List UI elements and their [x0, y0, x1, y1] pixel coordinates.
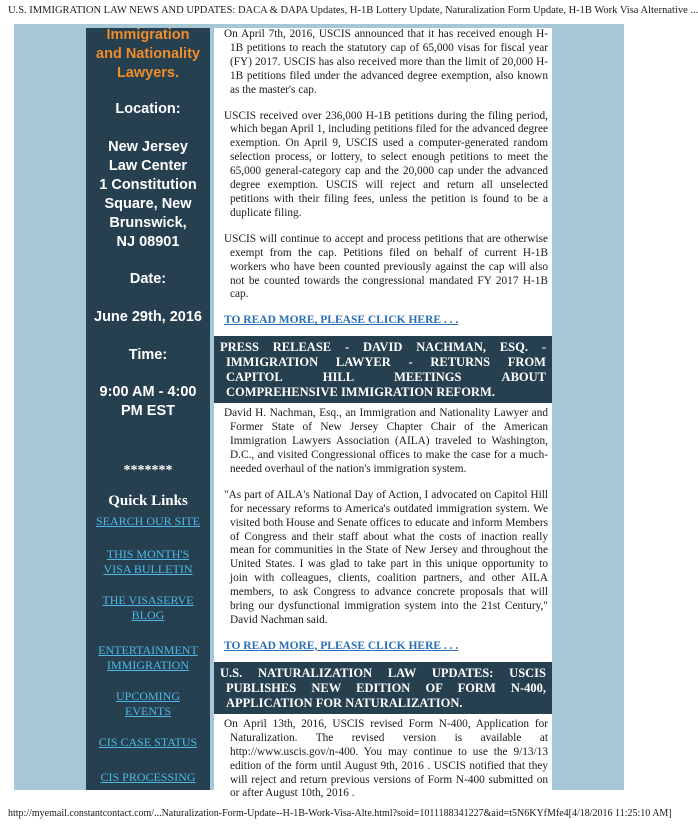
time-label: Time:	[128, 347, 168, 363]
firm-name	[86, 26, 210, 83]
firm-name-line: Lawyers.	[116, 65, 180, 81]
location-line: 1 Constitution	[99, 177, 197, 193]
time-line: PM EST	[121, 403, 175, 419]
divider-stars: *******	[123, 463, 173, 478]
paragraph-nachman: David H. Nachman, Esq., an Immigration and Nationality Lawyer and Former State of New Jersey Chapter Chair of the American Immigration Lawyers Association (AILA) traveled to Washington, D.C., and visited Congressional offices to make the case for a much-needed overhaul of the nation's immigration system.	[224, 407, 548, 475]
paragraph-cap-exempt: USCIS will continue to accept and process petitions that are otherwise exempt from the cap. Petitions filed on behalf of current H-1B workers who have been counted previously against the cap will also not be counted towards the congressional mandated FY 2017 H-1B cap.	[224, 232, 548, 301]
link-search-site[interactable]: SEARCH OUR SITE	[95, 514, 200, 528]
paragraph-h1b-lottery: USCIS received over 236,000 H-1B petitions during the filing period, which began April 1, including petitions filed for the advanced degree exemption. On April 9, USCIS used a computer-generated random selection process, or lottery, to select enough petitions to meet the 65,000 general-category cap and the 20,000 cap under the advanced degree exemption. USCIS will reject and return all unselected petitions with their filing fees, unless the petition is found to be a duplicate filing.	[224, 109, 548, 219]
date-value: June 29th, 2016	[94, 309, 202, 325]
location-line: Square, New	[104, 196, 192, 212]
time-value	[86, 383, 210, 421]
page-header: U.S. IMMIGRATION LAW NEWS AND UPDATES: DACA & DAPA Updates, H-1B Lottery Update, Naturalization Form Update, H-1B Work Visa Alternative ...	[8, 5, 698, 16]
paragraph-h1b-cap: On April 7th, 2016, USCIS announced that it has received enough H-1B petitions to reach the statutory cap of 65,000 visas for fiscal year (FY) 2017. USCIS has also received more than the limit of 20,000 H-1B petitions filed under the advanced degree exemption, also known as the master's cap.	[224, 28, 548, 96]
section-banner-press-release: PRESS RELEASE - DAVID NACHMAN, ESQ. - IMMIGRATION LAWYER - RETURNS FROM CAPITOL HILL MEETINGS ABOUT COMPREHENSIVE IMMIGRATION REFORM.	[214, 336, 552, 403]
link-entertainment-immigration[interactable]: ENTERTAINMENT IMMIGRATION	[98, 643, 198, 672]
time-line: 9:00 AM - 4:00	[99, 384, 197, 400]
quick-links-title: Quick Links	[108, 493, 188, 509]
read-more-link-1[interactable]: TO READ MORE, PLEASE CLICK HERE . . .	[224, 314, 459, 327]
location-line: Brunswick,	[109, 215, 187, 231]
link-visa-bulletin[interactable]: THIS MONTH'S VISA BULLETIN	[103, 547, 193, 576]
link-visaserve-blog[interactable]: THE VISASERVE BLOG	[102, 593, 194, 622]
location-line: Law Center	[108, 158, 188, 174]
page-footer: http://myemail.constantcontact.com/...Naturalization-Form-Update--H-1B-Work-Visa-Alte.html?soid=1011188341227&aid=t5N6KYfMfe4[4/18/2016 11:25:10 AM]	[8, 808, 672, 819]
location-label: Location:	[115, 101, 181, 117]
paragraph-n400: On April 13th, 2016, USCIS revised Form N-400, Application for Naturalization. The revised version is available at http://www.uscis.gov/n-400. You may continue to use the 9/13/13 edition of the form until August 9th, 2016 . USCIS notified that they will reject and return previous versions of Form N-400 submitted on or after August 10th, 2016 .	[224, 717, 548, 800]
paragraph-quote: "As part of AILA's National Day of Action, I advocated on Capitol Hill for necessary reforms to America's outdated immigration system. We visited both House and Senate offices to educate and inform Members of Congress and their staff about what the costs of inaction really mean for communities in the State of New Jersey and throughout the United States. I was glad to take part in this unique opportunity to join with colleagues, clients, coalition partners, and other AILA members, to ask Congress to advance concrete proposals that will bring our dysfunctional immigration system into the 21st Century," David Nachman said.	[224, 488, 548, 626]
firm-name-line: Immigration	[106, 27, 190, 43]
link-cis-case-status[interactable]: CIS CASE STATUS	[98, 735, 198, 749]
read-more-link-2[interactable]: TO READ MORE, PLEASE CLICK HERE . . .	[224, 639, 459, 652]
location-line: NJ 08901	[116, 234, 180, 250]
location-line: New Jersey	[108, 139, 188, 155]
link-upcoming-events[interactable]: UPCOMING EVENTS	[115, 689, 180, 718]
firm-name-line: and Nationality	[96, 46, 200, 62]
main-content	[214, 28, 552, 800]
sidebar	[86, 28, 210, 790]
link-cis-processing[interactable]: CIS PROCESSING	[100, 770, 196, 784]
date-label: Date:	[129, 271, 167, 287]
location-value	[86, 138, 210, 252]
section-banner-naturalization: U.S. NATURALIZATION LAW UPDATES: USCIS PUBLISHES NEW EDITION OF FORM N-400, APPLICATION FOR NATURALIZATION.	[214, 662, 552, 714]
